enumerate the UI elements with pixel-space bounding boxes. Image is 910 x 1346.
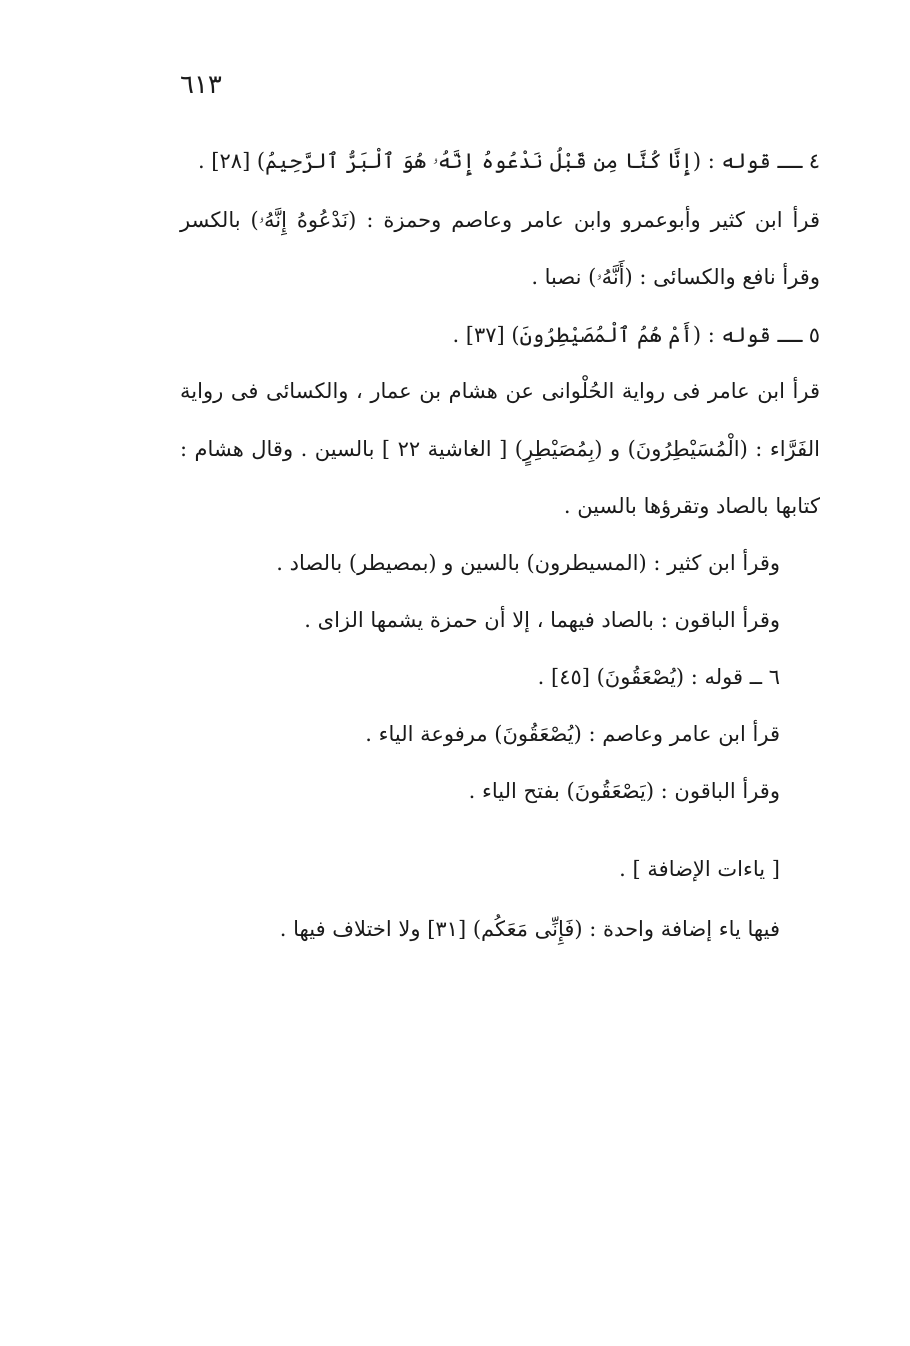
text-line-hisham-note: كتابها بالصاد وتقرؤها بالسين . (563, 494, 820, 518)
text-line-yaa-idafa: فيها ياء إضافة واحدة : (فَإِنِّى مَعَكُم) [٣١] ولا اختلاف فيها . (279, 917, 780, 941)
text-line-verse-5-heading: ٥ ــ قوله : (أَمْ هُمُ ٱلْمُصَيْطِرُونَ) [٣٧] . (452, 323, 820, 347)
text-line-reading-hulwani: قرأ ابن عامر فى رواية الحُلْوانى عن هشام بن عمار ، والكسائى فى رواية (180, 379, 820, 403)
text-line-reading-marfua: قرأ ابن عامر وعاصم : (يُصْعَقُونَ) مرفوعة الياء . (365, 722, 780, 746)
text-line-ibn-kathir: وقرأ ابن كثير : (المسيطرون) بالسين و (بمصيطر) بالصاد . (276, 551, 780, 575)
text-line-reading-nasb: وقرأ نافع والكسائى : (أَنَّهُۥ) نصبا . (531, 265, 820, 289)
text-line-others-sad: وقرأ الباقون : بالصاد فيهما ، إلا أن حمزة يشمها الزاى . (304, 608, 780, 632)
text-line-reading-fath: وقرأ الباقون : (يَصْعَقُونَ) بفتح الياء . (468, 779, 780, 803)
text-line-reading-farra: الفَرَّاء : (الْمُسَيْطِرُونَ) و (بِمُصَيْطِرٍ) [ الغاشية ٢٢ ] بالسين . وقال هشام : (180, 437, 820, 461)
text-line-verse-6-heading: ٦ ــ قوله : (يُصْعَقُونَ) [٤٥] . (537, 665, 780, 689)
section-heading-yaat: [ ياءات الإضافة ] . (619, 857, 780, 881)
text-line-reading-kasr: قرأ ابن كثير وأبوعمرو وابن عامر وعاصم وحمزة : (نَدْعُوهُ إِنَّهُۥ) بالكسر (180, 208, 820, 232)
page-number: ٦١٣ (180, 70, 222, 100)
text-line-verse-4-heading: ٤ ــ قوله : (إِنَّا كُنَّا مِن قَبْلُ نَدْعُوهُ إِنَّهُۥ هُوَ ٱلْبَرُّ ٱلرَّحِيمُ) [٢٨] . (197, 149, 820, 173)
